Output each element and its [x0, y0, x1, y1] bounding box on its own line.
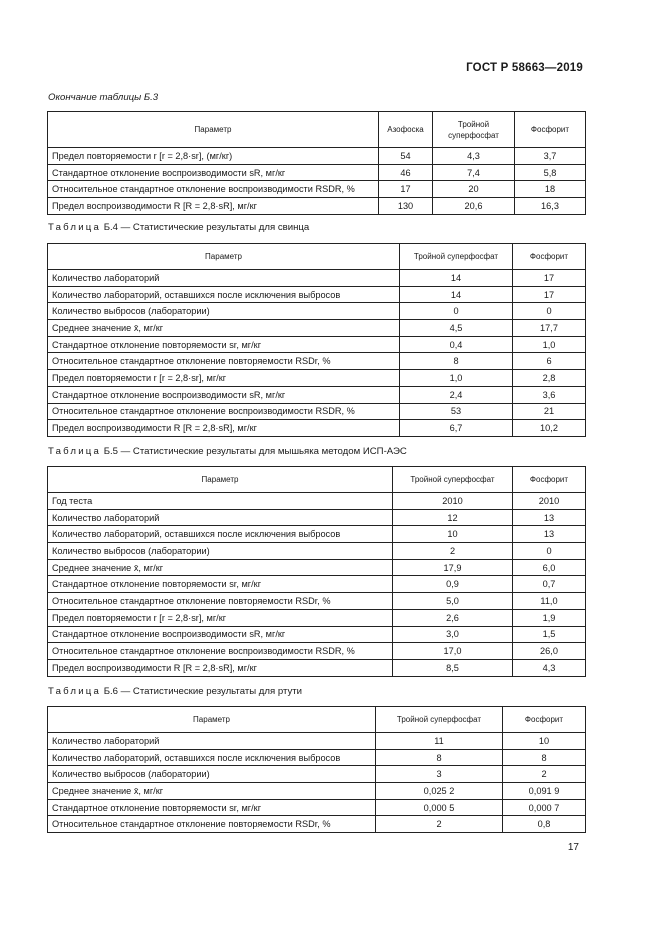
caption-prefix: Таблица	[48, 686, 102, 697]
row-value-cell: 17	[513, 286, 586, 303]
document-id: ГОСТ Р 58663—2019	[466, 62, 583, 74]
row-value-cell: 11	[376, 733, 503, 750]
row-parameter-cell: Количество выбросов (лаборатории)	[48, 543, 393, 560]
row-parameter-cell: Количество лабораторий	[48, 270, 400, 287]
row-value-cell: 0,025 2	[376, 783, 503, 800]
row-value-cell: 3,6	[513, 386, 586, 403]
row-value-cell: 0,000 5	[376, 799, 503, 816]
row-value-cell: 0	[513, 543, 586, 560]
col-header-superphosphate: Тройной суперфосфат	[393, 467, 513, 493]
col-header-parameter: Параметр	[48, 707, 376, 733]
row-value-cell: 8	[503, 749, 586, 766]
row-value-cell: 5,0	[393, 593, 513, 610]
row-parameter-cell: Стандартное отклонение повторяемости sr, мг/кг	[48, 799, 376, 816]
row-value-cell: 3,7	[515, 148, 586, 165]
row-value-cell: 14	[400, 270, 513, 287]
row-value-cell: 46	[379, 164, 433, 181]
table-row	[48, 526, 586, 543]
table-row	[48, 370, 586, 387]
table-b3	[47, 111, 586, 215]
row-value-cell: 17	[513, 270, 586, 287]
row-value-cell: 2010	[513, 493, 586, 510]
row-value-cell: 26,0	[513, 643, 586, 660]
row-parameter-cell: Год теста	[48, 493, 393, 510]
table-b6-caption	[48, 686, 302, 697]
table-row	[48, 749, 586, 766]
col-header-superphosphate: Тройной суперфосфат	[433, 112, 515, 148]
table-b5-caption	[48, 446, 407, 457]
row-value-cell: 0	[513, 303, 586, 320]
table-row	[48, 559, 586, 576]
caption-prefix: Таблица	[48, 446, 102, 457]
table-row	[48, 336, 586, 353]
table-row	[48, 816, 586, 833]
row-value-cell: 2	[503, 766, 586, 783]
table-row	[48, 493, 586, 510]
row-value-cell: 21	[513, 403, 586, 420]
row-parameter-cell: Количество выбросов (лаборатории)	[48, 766, 376, 783]
row-value-cell: 1,9	[513, 609, 586, 626]
table-row	[48, 270, 586, 287]
row-value-cell: 10,2	[513, 420, 586, 437]
row-value-cell: 17,0	[393, 643, 513, 660]
row-value-cell: 17,7	[513, 320, 586, 337]
row-value-cell: 7,4	[433, 164, 515, 181]
col-header-phosphorite: Фосфорит	[513, 467, 586, 493]
table-row	[48, 799, 586, 816]
col-header-parameter: Параметр	[48, 112, 379, 148]
row-value-cell: 0,7	[513, 576, 586, 593]
table-row	[48, 783, 586, 800]
table-row	[48, 543, 586, 560]
row-parameter-cell: Количество выбросов (лаборатории)	[48, 303, 400, 320]
table-row	[48, 403, 586, 420]
table-row	[48, 420, 586, 437]
row-parameter-cell: Предел повторяемости r [r = 2,8·sr], мг/кг	[48, 370, 400, 387]
row-parameter-cell: Количество лабораторий, оставшихся после исключения выбросов	[48, 526, 393, 543]
row-value-cell: 1,5	[513, 626, 586, 643]
row-parameter-cell: Предел воспроизводимости R [R = 2,8·sR], мг/кг	[48, 659, 393, 676]
row-value-cell: 3,0	[393, 626, 513, 643]
table-row	[48, 386, 586, 403]
row-parameter-cell: Среднее значение x̄, мг/кг	[48, 783, 376, 800]
row-value-cell: 2,4	[400, 386, 513, 403]
row-value-cell: 17,9	[393, 559, 513, 576]
table-b6	[47, 706, 586, 833]
row-parameter-cell: Стандартное отклонение повторяемости sr, мг/кг	[48, 576, 393, 593]
table-row	[48, 303, 586, 320]
table-row	[48, 320, 586, 337]
table-b4	[47, 243, 586, 437]
row-parameter-cell: Количество лабораторий	[48, 733, 376, 750]
row-value-cell: 10	[393, 526, 513, 543]
row-value-cell: 130	[379, 198, 433, 215]
caption-text: Б.5 — Статистические результаты для мышьяка методом ИСП-АЭС	[103, 446, 407, 457]
row-value-cell: 20	[433, 181, 515, 198]
table-row	[48, 643, 586, 660]
table-row	[48, 198, 586, 215]
table-b4-caption	[48, 222, 309, 233]
row-parameter-cell: Стандартное отклонение повторяемости sr, мг/кг	[48, 336, 400, 353]
row-value-cell: 1,0	[400, 370, 513, 387]
row-value-cell: 12	[393, 509, 513, 526]
table-row	[48, 626, 586, 643]
row-parameter-cell: Относительное стандартное отклонение воспроизводимости RSDR, %	[48, 403, 400, 420]
table-b3-caption: Окончание таблицы Б.3	[48, 92, 159, 103]
row-value-cell: 14	[400, 286, 513, 303]
row-value-cell: 0	[400, 303, 513, 320]
row-parameter-cell: Предел воспроизводимости R [R = 2,8·sR], мг/кг	[48, 198, 379, 215]
page-number: 17	[567, 842, 579, 853]
row-value-cell: 0,091 9	[503, 783, 586, 800]
row-value-cell: 0,8	[503, 816, 586, 833]
col-header-phosphorite: Фосфорит	[503, 707, 586, 733]
row-value-cell: 2,6	[393, 609, 513, 626]
row-value-cell: 8	[376, 749, 503, 766]
row-parameter-cell: Относительное стандартное отклонение повторяемости RSDr, %	[48, 353, 400, 370]
row-parameter-cell: Относительное стандартное отклонение воспроизводимости RSDR, %	[48, 643, 393, 660]
row-value-cell: 54	[379, 148, 433, 165]
row-parameter-cell: Количество лабораторий, оставшихся после исключения выбросов	[48, 749, 376, 766]
row-parameter-cell: Относительное стандартное отклонение воспроизводимости RSDR, %	[48, 181, 379, 198]
table-row	[48, 766, 586, 783]
row-value-cell: 2,8	[513, 370, 586, 387]
row-value-cell: 4,3	[513, 659, 586, 676]
row-parameter-cell: Стандартное отклонение воспроизводимости sR, мг/кг	[48, 626, 393, 643]
col-header-phosphorite: Фосфорит	[515, 112, 586, 148]
row-value-cell: 2	[393, 543, 513, 560]
table-row	[48, 659, 586, 676]
table-row	[48, 609, 586, 626]
table-b5	[47, 466, 586, 677]
row-parameter-cell: Предел воспроизводимости R [R = 2,8·sR], мг/кг	[48, 420, 400, 437]
row-value-cell: 0,9	[393, 576, 513, 593]
row-value-cell: 3	[376, 766, 503, 783]
row-parameter-cell: Относительное стандартное отклонение повторяемости RSDr, %	[48, 593, 393, 610]
row-parameter-cell: Количество лабораторий, оставшихся после исключения выбросов	[48, 286, 400, 303]
table-row	[48, 509, 586, 526]
row-parameter-cell: Стандартное отклонение воспроизводимости sR, мг/кг	[48, 164, 379, 181]
caption-prefix: Таблица	[48, 222, 102, 233]
row-value-cell: 53	[400, 403, 513, 420]
row-value-cell: 1,0	[513, 336, 586, 353]
row-parameter-cell: Среднее значение x̄, мг/кг	[48, 559, 393, 576]
row-value-cell: 20,6	[433, 198, 515, 215]
row-parameter-cell: Предел повторяемости r [r = 2,8·sr], мг/кг	[48, 609, 393, 626]
col-header-parameter: Параметр	[48, 467, 393, 493]
row-parameter-cell: Предел повторяемости r [r = 2,8·sr], (мг/кг)	[48, 148, 379, 165]
row-value-cell: 13	[513, 526, 586, 543]
table-row	[48, 286, 586, 303]
col-header-azofoska: Азофоска	[379, 112, 433, 148]
row-value-cell: 2010	[393, 493, 513, 510]
col-header-parameter: Параметр	[48, 244, 400, 270]
row-value-cell: 4,5	[400, 320, 513, 337]
row-parameter-cell: Количество лабораторий	[48, 509, 393, 526]
row-value-cell: 18	[515, 181, 586, 198]
row-value-cell: 6,0	[513, 559, 586, 576]
row-value-cell: 4,3	[433, 148, 515, 165]
row-value-cell: 0,000 7	[503, 799, 586, 816]
table-row	[48, 164, 586, 181]
row-value-cell: 13	[513, 509, 586, 526]
row-value-cell: 10	[503, 733, 586, 750]
row-parameter-cell: Среднее значение x̄, мг/кг	[48, 320, 400, 337]
row-value-cell: 11,0	[513, 593, 586, 610]
row-value-cell: 5,8	[515, 164, 586, 181]
row-value-cell: 0,4	[400, 336, 513, 353]
row-value-cell: 17	[379, 181, 433, 198]
row-value-cell: 6	[513, 353, 586, 370]
row-parameter-cell: Стандартное отклонение воспроизводимости sR, мг/кг	[48, 386, 400, 403]
table-row	[48, 353, 586, 370]
table-row	[48, 733, 586, 750]
row-value-cell: 8	[400, 353, 513, 370]
col-header-superphosphate: Тройной суперфосфат	[400, 244, 513, 270]
table-row	[48, 576, 586, 593]
row-parameter-cell: Относительное стандартное отклонение повторяемости RSDr, %	[48, 816, 376, 833]
row-value-cell: 6,7	[400, 420, 513, 437]
row-value-cell: 8,5	[393, 659, 513, 676]
table-row	[48, 593, 586, 610]
caption-text: Б.6 — Статистические результаты для ртути	[103, 686, 303, 697]
col-header-superphosphate: Тройной суперфосфат	[376, 707, 503, 733]
row-value-cell: 2	[376, 816, 503, 833]
col-header-phosphorite: Фосфорит	[513, 244, 586, 270]
table-row	[48, 148, 586, 165]
row-value-cell: 16,3	[515, 198, 586, 215]
table-row	[48, 181, 586, 198]
caption-text: Б.4 — Статистические результаты для свинца	[103, 222, 310, 233]
